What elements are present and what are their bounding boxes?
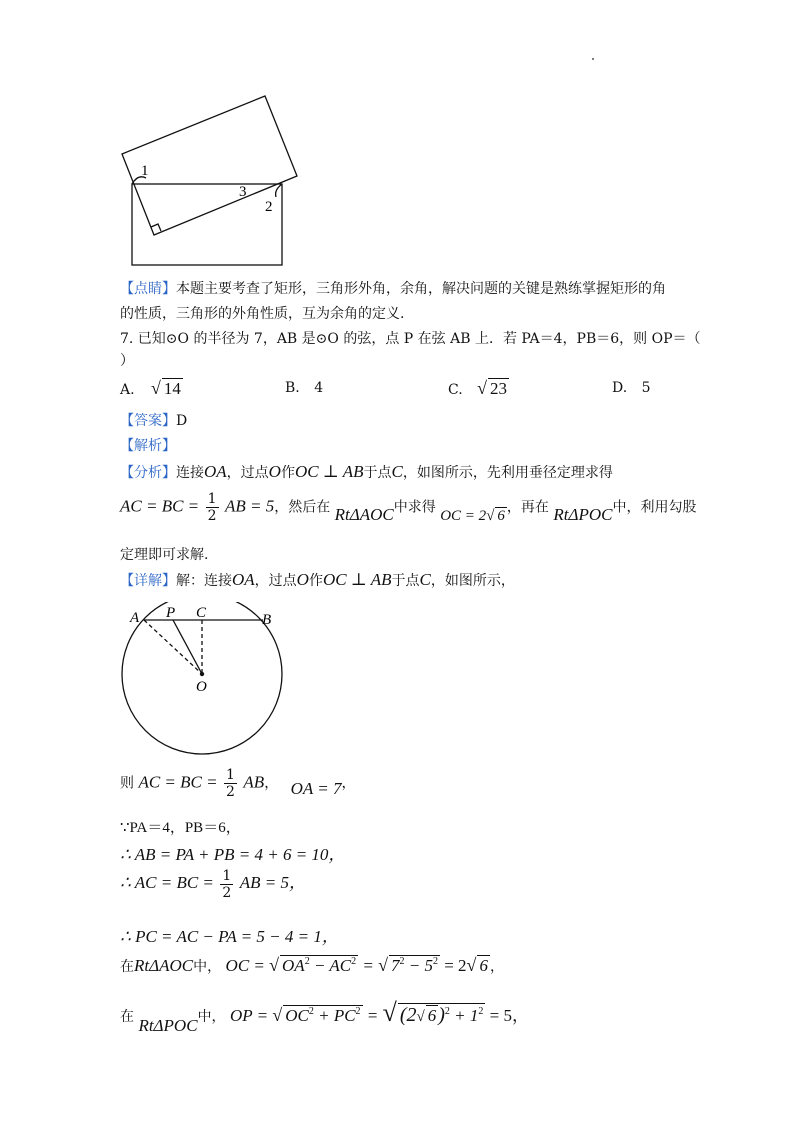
sup-2: 2 xyxy=(351,956,357,967)
label-2: 2 xyxy=(265,199,273,215)
option-d-value: 5 xyxy=(641,380,651,396)
sup-2: 2 xyxy=(478,1006,484,1017)
lower-rectangle xyxy=(132,184,282,265)
detail-text: ，过点 xyxy=(254,573,297,589)
math-op: OP = xyxy=(230,1006,269,1025)
math-1: + 1 xyxy=(449,1006,479,1025)
option-c xyxy=(448,378,509,399)
frac-den: 2 xyxy=(222,884,232,901)
math-eq: = xyxy=(362,1006,379,1025)
fraction-half xyxy=(220,869,233,900)
math-six: 6 xyxy=(497,507,505,524)
math-oa-7: OA = 7 xyxy=(290,778,342,798)
center-point xyxy=(200,672,204,676)
step-7 xyxy=(120,998,529,1048)
fenxi-text: 于点 xyxy=(363,465,392,481)
step-text: 在 xyxy=(120,1009,134,1025)
label-3: 3 xyxy=(239,184,247,200)
step-6 xyxy=(120,955,504,976)
label-o: O xyxy=(196,679,207,695)
math-paren-close: ) xyxy=(438,1004,445,1026)
fenxi-text: ，再在 xyxy=(506,499,549,516)
label-c: C xyxy=(196,605,207,621)
math-ac-bc: AC = BC = xyxy=(138,772,218,792)
sqrt-icon: √ xyxy=(477,378,488,398)
math-2: = 2 xyxy=(439,956,467,975)
math-oc: OC = 2 xyxy=(440,507,487,524)
math-oc-perp-ab: OC ⊥ AB xyxy=(322,570,392,589)
math-rt-aoc: RtΔAOC xyxy=(334,504,394,524)
fenxi-line1 xyxy=(120,462,613,482)
math-oa: OA xyxy=(282,956,305,975)
answer-tag: 【答案】 xyxy=(120,413,176,429)
step-text: ， xyxy=(341,775,356,792)
math-6: 6 xyxy=(427,1006,437,1025)
page-mark-dot xyxy=(592,58,594,60)
fenxi-text: 连接 xyxy=(176,465,204,481)
step-2 xyxy=(120,816,241,837)
sqrt-icon: √ xyxy=(378,955,388,975)
option-b-label: B. xyxy=(285,380,300,396)
detail-text: 解：连接 xyxy=(176,573,232,589)
option-b-value: 4 xyxy=(314,380,324,396)
math-ab-5: AB = 5， xyxy=(239,873,306,892)
sqrt-icon: √ xyxy=(466,955,477,975)
option-c-value: 23 xyxy=(490,379,508,398)
math-rt-poc: RtΔPOC xyxy=(138,1016,198,1035)
label-a: A xyxy=(130,610,140,626)
detail-line xyxy=(120,570,515,590)
sqrt-icon: √ xyxy=(382,998,397,1027)
fraction-half xyxy=(224,768,237,799)
sup-2: 2 xyxy=(432,956,438,967)
math-pc: + PC xyxy=(313,1006,356,1025)
step-1 xyxy=(120,768,355,812)
math-c: C xyxy=(391,462,403,481)
step-because: ∵PA＝4，PB＝6， xyxy=(120,820,241,836)
math-eq: = xyxy=(358,956,379,975)
option-b xyxy=(285,380,323,396)
analysis-tag: 【解析】 xyxy=(120,438,176,454)
step-text: ， xyxy=(264,775,279,792)
detail-tag: 【详解】 xyxy=(120,573,176,589)
option-a-value: 14 xyxy=(163,379,181,398)
answer-line xyxy=(120,410,187,430)
sqrt-icon: √ xyxy=(416,1009,425,1025)
math-oa: OA xyxy=(232,570,255,589)
detail-text: ，如图所示， xyxy=(430,573,515,589)
math-ac-bc: ∴ AC = BC = xyxy=(120,873,214,892)
step-text: 在 xyxy=(120,959,134,975)
fenxi-text: 作 xyxy=(280,465,295,481)
fraction-half xyxy=(206,492,219,523)
fenxi-text: 中求得 xyxy=(393,499,436,516)
option-c-label: C. xyxy=(448,382,463,398)
math-ab-5: AB = 5 xyxy=(224,496,275,516)
question-stem: 7. 已知⊙O 的半径为 7，AB 是⊙O 的弦，点 P 在弦 AB 上．若 PA＝4，PB＝6，则 OP＝（ xyxy=(120,331,701,347)
fenxi-text: ，然后在 xyxy=(274,499,331,516)
math-ab: AB xyxy=(243,772,265,792)
frac-den: 2 xyxy=(226,784,235,800)
step-text: 中， xyxy=(197,1009,226,1025)
step-3: ∴ AB = PA + PB = 4 + 6 = 10， xyxy=(120,845,346,864)
comment-line1 xyxy=(120,278,666,298)
segment-ao-dashed xyxy=(144,620,202,674)
detail-text: 作 xyxy=(308,573,323,589)
option-d-label: D. xyxy=(612,380,628,396)
comment-text1: 本题主要考查了矩形，三角形外角，余角，解决问题的关键是熟练掌握矩形的角 xyxy=(176,281,666,297)
option-d xyxy=(612,380,651,396)
sup-2: 2 xyxy=(355,1006,361,1017)
option-a xyxy=(120,378,183,399)
angle2-arc xyxy=(276,184,282,197)
sqrt-icon: √ xyxy=(151,378,161,398)
fenxi-line2 xyxy=(120,492,696,538)
math-oc: OC = xyxy=(225,956,265,975)
segment-po xyxy=(173,620,202,674)
math-rt-poc: RtΔPOC xyxy=(553,504,613,524)
math-5: − 5 xyxy=(404,956,433,975)
math-o: O xyxy=(296,570,309,589)
fenxi-text: ，如图所示，先利用垂径定理求得 xyxy=(402,465,613,481)
math-result-5: = 5， xyxy=(485,1006,529,1025)
option-a-label: A. xyxy=(120,382,135,398)
fenxi-tag: 【分析】 xyxy=(120,465,176,481)
math-rt-aoc: RtΔAOC xyxy=(134,956,194,975)
detail-text: 于点 xyxy=(391,573,420,589)
label-1: 1 xyxy=(141,163,149,179)
label-p: P xyxy=(166,605,176,621)
question-stem-close: ） xyxy=(120,353,134,369)
fenxi-text: 中，利用勾股 xyxy=(612,499,697,516)
sup-2: 2 xyxy=(308,1006,314,1017)
sup-2: 2 xyxy=(399,956,405,967)
math-oc-perp-ab: OC ⊥ AB xyxy=(294,462,364,481)
circle-o xyxy=(122,602,282,754)
figure-circle xyxy=(118,602,294,764)
answer-value: D xyxy=(176,413,188,429)
step-text: 则 xyxy=(120,775,134,792)
sqrt-icon: √ xyxy=(272,1005,283,1025)
step-5: ∴ PC = AC − PA = 5 − 4 = 1， xyxy=(120,927,339,946)
math-ac: − AC xyxy=(309,956,352,975)
math-7: 7 xyxy=(390,956,400,975)
sqrt-icon: √ xyxy=(269,955,280,975)
sup-2: 2 xyxy=(444,1006,450,1017)
step-4 xyxy=(120,868,306,912)
sqrt-icon: √ xyxy=(486,507,495,524)
comment-line2: 的性质，三角形的外角性质，互为余角的定义. xyxy=(120,306,405,322)
sup-2: 2 xyxy=(304,956,310,967)
label-b: B xyxy=(262,612,272,628)
math-ac-bc: AC = BC = xyxy=(120,496,200,516)
math-6: 6 xyxy=(479,956,488,975)
frac-num: 1 xyxy=(207,491,217,507)
math-c: C xyxy=(419,570,431,589)
math-oa: OA xyxy=(204,462,227,481)
step-text: 中， xyxy=(193,959,222,975)
frac-den: 2 xyxy=(207,508,217,524)
frac-num: 1 xyxy=(222,867,232,884)
math-oc: OC xyxy=(285,1006,309,1025)
fenxi-line3: 定理即可求解. xyxy=(120,547,209,563)
step-text: ， xyxy=(489,959,504,975)
fenxi-text: ，过点 xyxy=(226,465,269,481)
comment-tag: 【点睛】 xyxy=(120,281,176,297)
frac-num: 1 xyxy=(226,767,235,783)
math-o: O xyxy=(268,462,281,481)
math-paren-open: (2 xyxy=(399,1004,417,1026)
figure-rectangles xyxy=(110,90,310,270)
